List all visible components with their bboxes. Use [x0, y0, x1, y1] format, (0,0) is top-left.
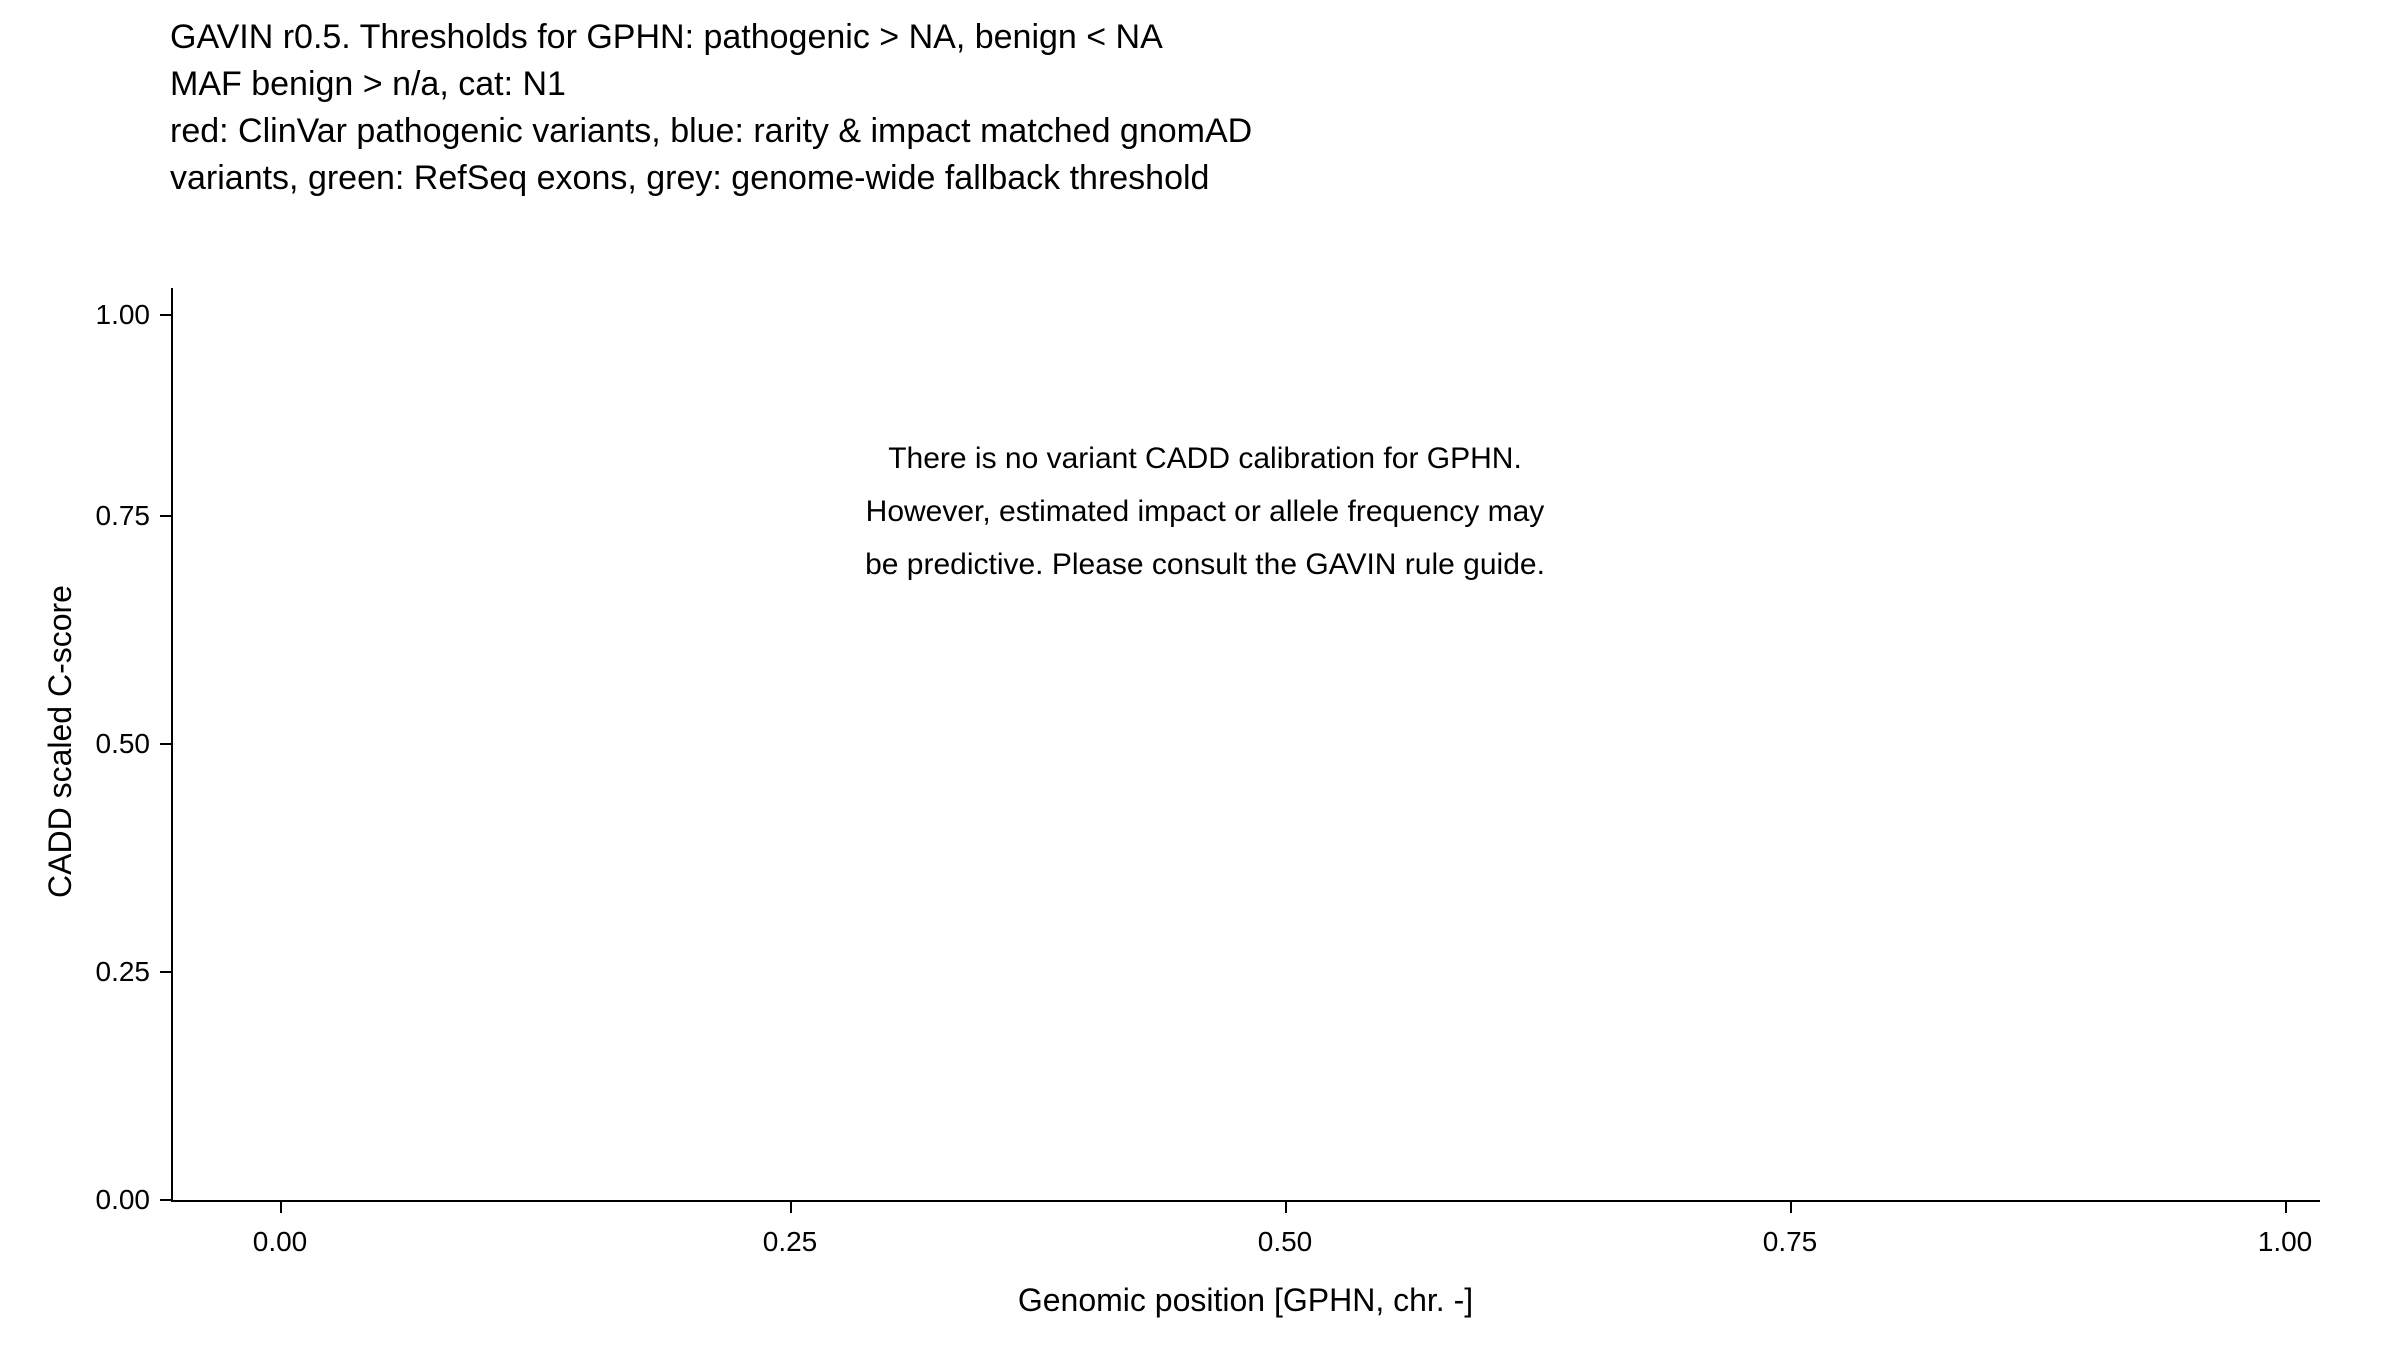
x-tick-mark-3 — [1790, 1202, 1792, 1213]
plot-annotation-line-1: There is no variant CADD calibration for GPHN. — [888, 442, 1522, 475]
x-tick-mark-1 — [790, 1202, 792, 1213]
y-tick-label-4: 1.00 — [95, 299, 150, 330]
y-axis-line — [171, 288, 173, 1201]
x-tick-label-0: 0.00 — [252, 1226, 308, 1257]
x-tick-label-3: 0.75 — [1762, 1226, 1818, 1257]
x-tick-label-1: 0.25 — [762, 1226, 818, 1257]
y-tick-mark-2 — [160, 743, 171, 745]
x-axis-title: Genomic position [GPHN, chr. -] — [1017, 1282, 1474, 1318]
x-axis-line — [171, 1200, 2320, 1202]
y-tick-label-1: 0.25 — [95, 956, 150, 987]
y-axis-title: CADD scaled C-score — [42, 585, 78, 898]
plot-panel — [171, 288, 2320, 1195]
plot-annotation — [560, 432, 1850, 591]
chart-title-line-2: MAF benign > n/a, cat: N1 — [170, 65, 566, 103]
chart-title — [170, 14, 2170, 202]
x-tick-mark-2 — [1285, 1202, 1287, 1213]
x-tick-mark-4 — [2285, 1202, 2287, 1213]
y-tick-mark-4 — [160, 314, 171, 316]
chart-title-line-3: red: ClinVar pathogenic variants, blue: rarity & impact matched gnomAD — [170, 112, 1253, 150]
y-tick-mark-0 — [160, 1199, 171, 1201]
y-tick-label-3: 0.75 — [95, 500, 150, 531]
y-tick-label-2: 0.50 — [95, 728, 150, 759]
y-tick-label-0: 0.00 — [95, 1184, 150, 1215]
y-tick-mark-3 — [160, 515, 171, 517]
x-tick-label-2: 0.50 — [1257, 1226, 1313, 1257]
x-tick-mark-0 — [280, 1202, 282, 1213]
y-tick-mark-1 — [160, 971, 171, 973]
chart-title-line-4: variants, green: RefSeq exons, grey: genome-wide fallback threshold — [170, 159, 1210, 197]
plot-annotation-line-3: be predictive. Please consult the GAVIN rule guide. — [865, 548, 1545, 581]
plot-annotation-line-2: However, estimated impact or allele frequency may — [865, 495, 1545, 528]
chart-title-line-1: GAVIN r0.5. Thresholds for GPHN: pathogenic > NA, benign < NA — [170, 18, 1163, 56]
x-tick-label-4: 1.00 — [2257, 1226, 2313, 1257]
